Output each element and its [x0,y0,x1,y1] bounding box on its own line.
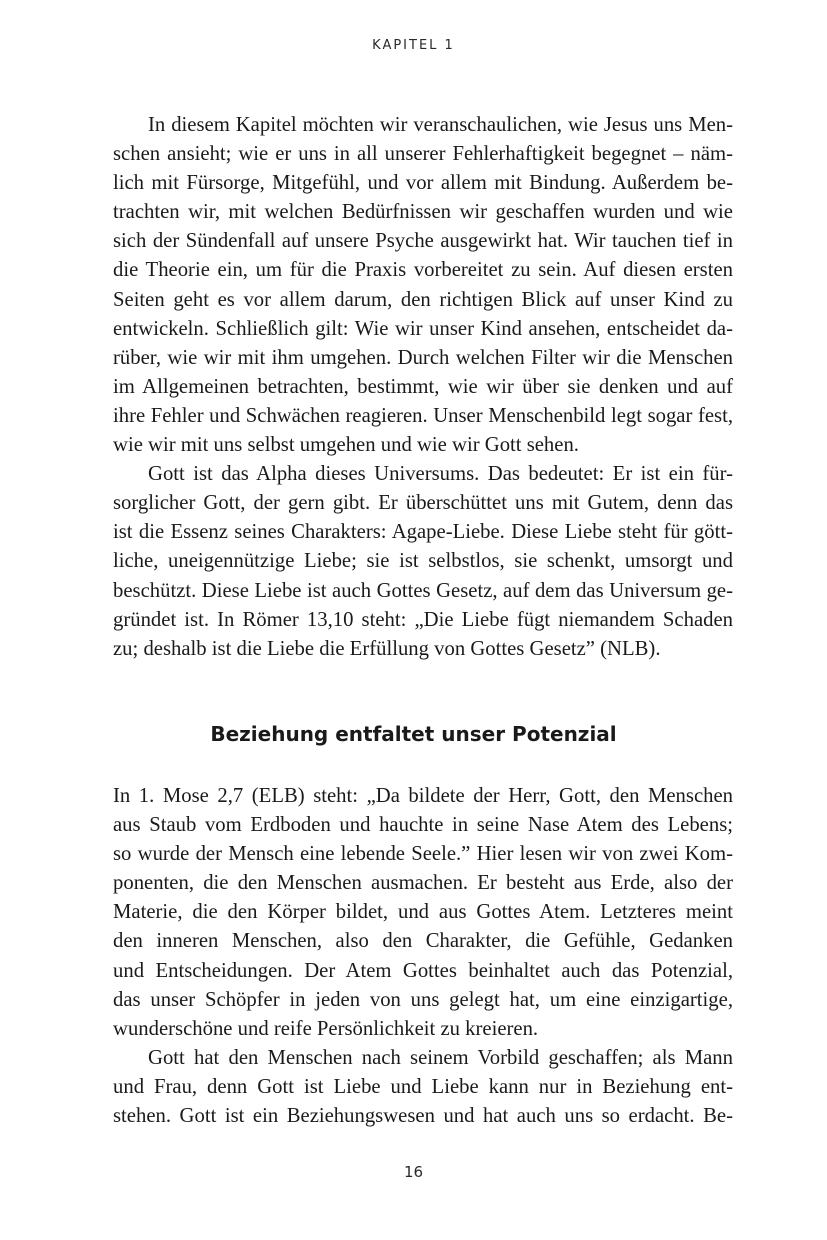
text-line: Seiten geht es vor allem darum, den richtigen Blick auf unser Kind zu [113,288,733,311]
text-line: ponenten, die den Menschen ausmachen. Er besteht aus Erde, also der [113,872,733,895]
text-line: rüber, wie wir mit ihm umgehen. Durch welchen Filter wir die Menschen [113,346,733,369]
text-line: gründet ist. In Römer 13,10 steht: „Die Liebe fügt niemandem Schaden [113,608,733,631]
text-line: ist die Essenz seines Charakters: Agape-Liebe. Diese Liebe steht für gött- [113,521,733,544]
text-line: Materie, die den Körper bildet, und aus Gottes Atem. Letzteres meint [113,901,733,924]
text-line: lich mit Fürsorge, Mitgefühl, und vor allem mit Bindung. Außerdem be- [113,172,733,195]
text-line: und Frau, denn Gott ist Liebe und Liebe kann nur in Beziehung ent- [113,1075,733,1098]
body-text-top [113,111,733,664]
text-line: In diesem Kapitel möchten wir veranschaulichen, wie Jesus uns Men- [148,114,733,136]
text-line: im Allgemeinen betrachten, bestimmt, wie wir über sie denken und auf [113,375,733,398]
text-line: In 1. Mose 2,7 (ELB) steht: „Da bildete der Herr, Gott, den Menschen [113,785,733,807]
text-line: zu; deshalb ist die Liebe die Erfüllung von Gottes Gesetz” (NLB). [113,637,661,660]
text-line: trachten wir, mit welchen Bedürfnissen wir geschaffen wurden und wie [113,201,733,224]
text-line: liche, uneigennützige Liebe; sie ist selbstlos, sie schenkt, umsorgt und [113,550,733,573]
text-line: Gott ist das Alpha dieses Universums. Das bedeutet: Er ist ein für- [148,463,733,486]
text-line: entwickeln. Schließlich gilt: Wie wir unser Kind ansehen, entscheidet da- [113,317,733,340]
text-line: beschützt. Diese Liebe ist auch Gottes Gesetz, auf dem das Universum ge- [113,579,733,602]
text-line: und Entscheidungen. Der Atem Gottes beinhaltet auch das Potenzial, [113,959,733,982]
text-line: sich der Sündenfall auf unsere Psyche ausgewirkt hat. Wir tauchen tief in [113,230,733,253]
running-head: KAPITEL 1 [372,38,455,53]
page-number: 16 [403,1163,424,1181]
text-line: den inneren Menschen, also den Charakter, die Gefühle, Gedanken [113,930,733,953]
body-text-bottom [113,782,733,1131]
text-line: aus Staub vom Erdboden und hauchte in seine Nase Atem des Lebens; [113,814,733,837]
text-line: sorglicher Gott, der gern gibt. Er überschüttet uns mit Gutem, denn das [113,492,733,515]
text-line: stehen. Gott ist ein Beziehungswesen und hat auch uns so erdacht. Be- [113,1105,733,1128]
text-line: das unser Schöpfer in jeden von uns gelegt hat, um eine einzigartige, [113,988,733,1011]
text-line: wie wir mit uns selbst umgehen und wie wir Gott sehen. [113,434,579,457]
text-line: schen ansieht; wie er uns in all unserer Fehlerhaftigkeit begegnet – näm- [113,143,733,166]
text-line: die Theorie ein, um für die Praxis vorbereitet zu sein. Auf diesen ersten [113,259,733,282]
text-line: ihre Fehler und Schwächen reagieren. Unser Menschenbild legt sogar fest, [113,404,733,427]
text-line: Gott hat den Menschen nach seinem Vorbild geschaffen; als Mann [148,1046,733,1069]
section-heading: Beziehung entfaltet unser Potenzial [210,722,617,746]
text-line: wunderschöne und reife Persönlichkeit zu kreieren. [113,1017,539,1040]
text-line: so wurde der Mensch eine lebende Seele.” Hier lesen wir von zwei Kom- [113,843,733,866]
